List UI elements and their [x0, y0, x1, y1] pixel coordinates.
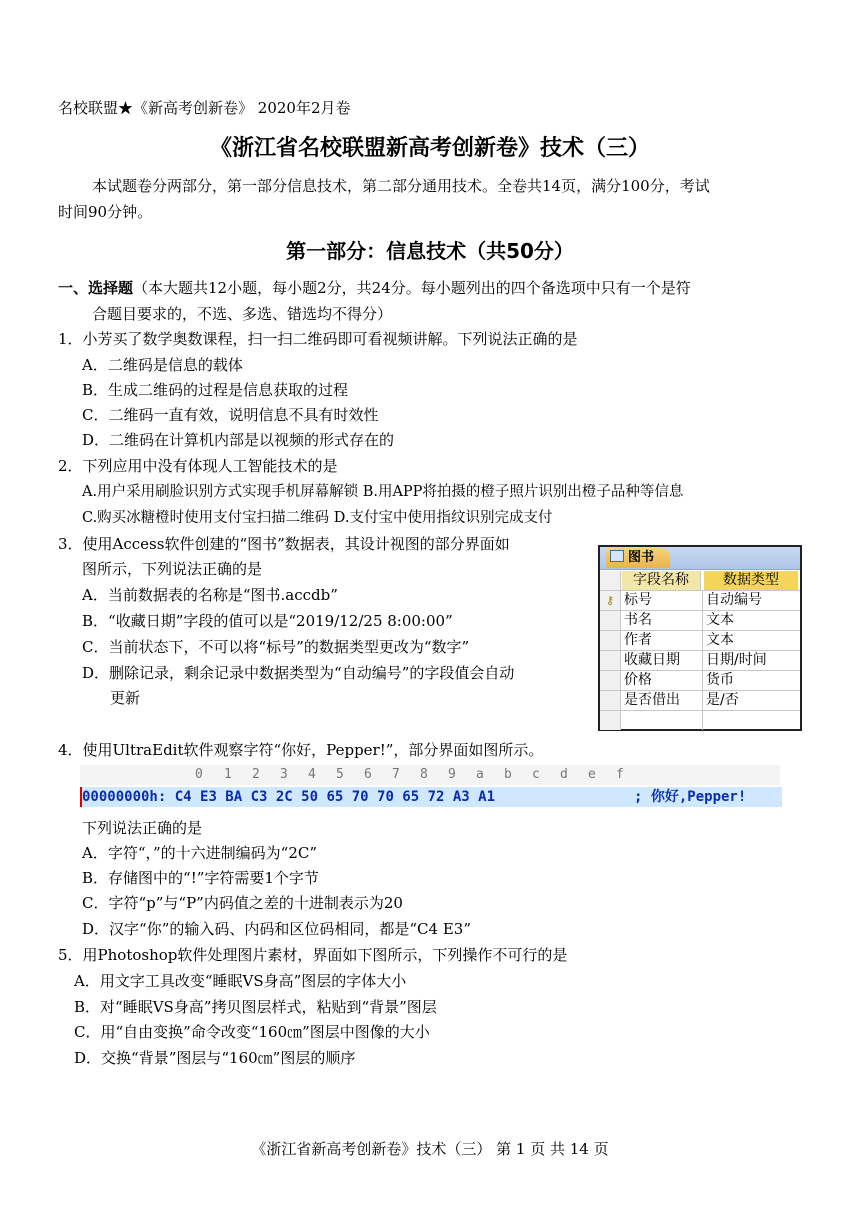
hex-ruler	[80, 765, 780, 785]
grid-header	[600, 571, 800, 591]
ruler-tick: 5	[336, 767, 344, 782]
field-type[interactable]: 日期/时间	[706, 652, 767, 668]
q1-option-c: C．二维码一直有效，说明信息不具有时效性	[82, 406, 379, 424]
q3-option-d: D．删除记录，剩余记录中数据类型为“自动编号”的字段值会自动	[82, 664, 515, 682]
q3-option-d-cont: 更新	[110, 689, 141, 707]
page-title: 《浙江省名校联盟新高考创新卷》技术（三）	[209, 136, 650, 161]
field-type[interactable]: 自动编号	[706, 592, 762, 608]
ruler-tick: 1	[224, 767, 232, 782]
row-selector	[600, 631, 621, 650]
section-label: 一、选择题	[58, 279, 134, 297]
q5-option-c: C．用“自由变换”命令改变“160㎝”图层中图像的大小	[74, 1023, 430, 1041]
q3-option-a: A．当前数据表的名称是“图书.accdb”	[82, 586, 338, 604]
q1-option-a: A．二维码是信息的载体	[82, 356, 243, 374]
ruler-tick: 7	[392, 767, 400, 782]
field-grid	[600, 571, 800, 730]
ruler-tick: c	[532, 767, 540, 782]
q5-option-b: B．对“睡眠VS身高”拷贝图层样式，粘贴到“背景”图层	[74, 998, 437, 1016]
q4-option-c: C．字符“p”与“P”内码值之差的十进制表示为20	[82, 894, 403, 912]
q5-option-d: D．交换“背景”图层与“160㎝”图层的顺序	[74, 1049, 356, 1067]
q3-option-c: C．当前状态下，不可以将“标号”的数据类型更改为“数字”	[82, 638, 470, 656]
ruler-tick: 3	[280, 767, 288, 782]
ruler-tick: d	[560, 767, 568, 782]
q3-stem-1: 3．使用Access软件创建的“图书”数据表，其设计视图的部分界面如	[58, 535, 510, 553]
field-name[interactable]: 书名	[622, 611, 703, 630]
q2-stem: 2．下列应用中没有体现人工智能技术的是	[58, 457, 338, 475]
field-row[interactable]	[600, 591, 800, 611]
row-selector	[600, 711, 621, 730]
section-desc-2: 合题目要求的，不选、多选、错选均不得分）	[92, 305, 393, 323]
field-name[interactable]: 是否借出	[622, 691, 703, 710]
ultraedit-hex-view	[80, 765, 780, 809]
field-type[interactable]: 文本	[706, 632, 734, 648]
field-name[interactable]: 收藏日期	[622, 651, 703, 670]
field-name[interactable]: 标号	[622, 591, 703, 610]
q1-stem: 1．小芳买了数学奥数课程，扫一扫二维码即可看视频讲解。下列说法正确的是	[58, 330, 578, 348]
ruler-tick: 4	[308, 767, 316, 782]
q4-after: 下列说法正确的是	[82, 819, 203, 837]
section-heading	[58, 278, 691, 298]
access-tab-bar	[600, 547, 800, 570]
ruler-tick: 6	[364, 767, 372, 782]
q5-option-a: A．用文字工具改变“睡眠VS身高”图层的字体大小	[74, 972, 407, 990]
field-row[interactable]	[600, 611, 800, 631]
header-data-type: 数据类型	[704, 571, 798, 590]
hex-text: ; 你好,Pepper!	[634, 789, 747, 805]
section-desc-1: （本大题共12小题，每小题2分，共24分。每小题列出的四个备选项中只有一个是符	[133, 279, 691, 297]
field-type[interactable]: 文本	[706, 612, 734, 628]
ruler-tick: 2	[252, 767, 260, 782]
field-row[interactable]	[600, 671, 800, 691]
field-row-empty[interactable]	[600, 711, 800, 730]
q2-options-ab: A.用户采用刷脸识别方式实现手机屏幕解锁 B.用APP将拍摄的橙子照片识别出橙子品种等信息	[82, 484, 684, 500]
page-footer: 《浙江省新高考创新卷》技术（三） 第 1 页 共 14 页	[251, 1140, 609, 1158]
field-row[interactable]	[600, 651, 800, 671]
row-selector	[600, 671, 621, 690]
access-design-view	[598, 545, 802, 731]
exam-header: 名校联盟★《新高考创新卷》 2020年2月卷	[58, 99, 351, 117]
q4-option-d: D．汉字“你”的输入码、内码和区位码相同，都是“C4 E3”	[82, 920, 471, 938]
row-selector	[600, 571, 621, 590]
row-selector	[600, 651, 621, 670]
q4-stem: 4．使用UltraEdit软件观察字符“你好，Pepper!”，部分界面如图所示。	[58, 741, 544, 759]
field-row[interactable]	[600, 631, 800, 651]
row-selector	[600, 691, 621, 710]
part-title: 第一部分：信息技术（共50分）	[286, 239, 574, 263]
field-name[interactable]: 价格	[622, 671, 703, 690]
intro-line-2: 时间90分钟。	[58, 203, 153, 221]
table-icon	[610, 550, 624, 562]
key-icon: ⚷	[600, 591, 621, 610]
q3-option-b: B．“收藏日期”字段的值可以是“2019/12/25 8:00:00”	[82, 612, 453, 630]
field-name[interactable]: 作者	[622, 631, 703, 650]
q1-option-b: B．生成二维码的过程是信息获取的过程	[82, 381, 349, 399]
field-name-empty[interactable]	[622, 711, 703, 730]
field-type[interactable]: 货币	[706, 672, 734, 688]
ruler-tick: 9	[448, 767, 456, 782]
table-tab[interactable]	[606, 548, 670, 568]
field-row[interactable]	[600, 691, 800, 711]
q5-stem: 5．用Photoshop软件处理图片素材，界面如下图所示，下列操作不可行的是	[58, 946, 568, 964]
ruler-tick: b	[504, 767, 512, 782]
hex-offset: 00000000h:	[82, 789, 167, 805]
row-selector	[600, 611, 621, 630]
q1-option-d: D．二维码在计算机内部是以视频的形式存在的	[82, 431, 395, 449]
ruler-tick: e	[588, 767, 596, 782]
q4-option-b: B．存储图中的“!”字符需要1个字节	[82, 869, 319, 887]
q4-option-a: A．字符“，”的十六进制编码为“2C”	[82, 844, 318, 862]
intro-line-1: 本试题卷分两部分，第一部分信息技术，第二部分通用技术。全卷共14页，满分100分，考试	[92, 177, 710, 195]
table-tab-label: 图书	[628, 550, 655, 565]
q3-stem-2: 图所示，下列说法正确的是	[82, 560, 263, 578]
ruler-tick: 8	[420, 767, 428, 782]
ruler-tick: a	[476, 767, 484, 782]
header-field-name: 字段名称	[622, 571, 701, 590]
hex-bytes: C4 E3 BA C3 2C 50 65 70 70 65 72 A3 A1	[174, 789, 496, 805]
field-type[interactable]: 是/否	[706, 692, 739, 708]
hex-data-row[interactable]	[80, 787, 782, 807]
field-type-empty[interactable]	[704, 711, 800, 730]
ruler-tick: f	[616, 767, 624, 782]
ruler-tick: 0	[195, 767, 203, 782]
q2-options-cd: C.购买冰糖橙时使用支付宝扫描二维码 D.支付宝中使用指纹识别完成支付	[82, 510, 553, 526]
